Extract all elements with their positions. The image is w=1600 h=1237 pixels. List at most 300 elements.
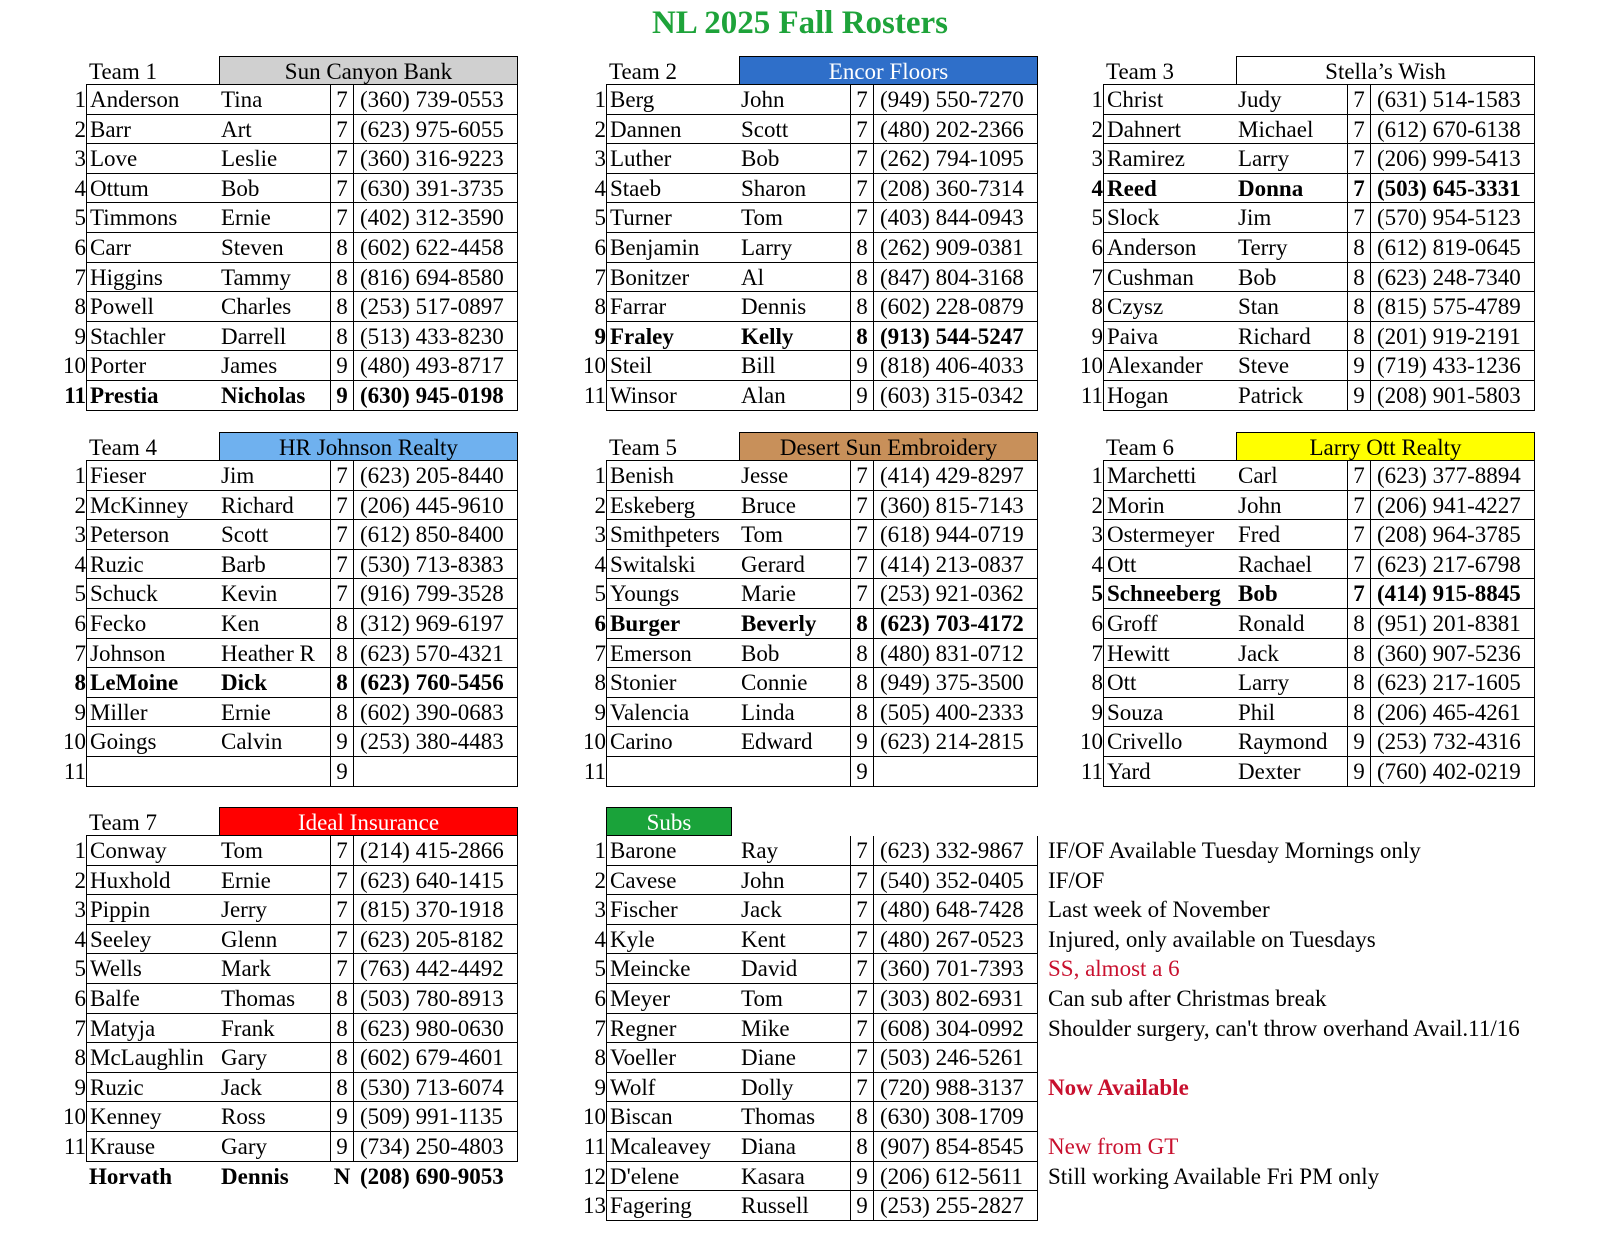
phone-number: (618) 944-0719 [874, 520, 1038, 550]
row-number: 2 [594, 116, 606, 142]
last-name: Carino [606, 727, 736, 757]
phone-number: (208) 360-7314 [874, 174, 1038, 204]
first-name: Diana [741, 1133, 796, 1159]
player-row [60, 727, 534, 757]
team-label: Team 3 [1103, 56, 1236, 85]
player-row [580, 925, 1580, 955]
phone-number: (214) 415-2866 [354, 836, 518, 866]
row-number: 5 [594, 205, 606, 231]
row-number: 3 [74, 522, 86, 548]
phone-number: (206) 941-4227 [1371, 491, 1535, 521]
first-name: Dick [221, 670, 267, 696]
grade: 7 [330, 954, 354, 984]
player-row [580, 550, 1054, 580]
last-name: Matyja [86, 1014, 216, 1044]
sub-note: Last week of November [1048, 897, 1270, 923]
row-number: 5 [74, 956, 86, 982]
last-name: Berg [606, 85, 736, 115]
last-name: Ott [1103, 550, 1233, 580]
phone-number: (360) 739-0553 [354, 85, 518, 115]
player-row [580, 698, 1054, 728]
first-name: Bob [741, 640, 780, 666]
grade: 9 [850, 381, 874, 411]
row-number: 8 [74, 294, 86, 320]
row-number: 7 [1091, 640, 1103, 666]
phone-number: (303) 802-6931 [874, 984, 1038, 1014]
last-name: Conway [86, 836, 216, 866]
last-name: Souza [1103, 698, 1233, 728]
phone-number: (360) 815-7143 [874, 491, 1038, 521]
row-number: 4 [594, 175, 606, 201]
last-name: Czysz [1103, 292, 1233, 322]
player-row [60, 1014, 534, 1044]
player-row [1077, 579, 1551, 609]
grade: 7 [330, 866, 354, 896]
first-name: Tom [741, 205, 783, 231]
player-row [580, 322, 1054, 352]
grade: 7 [1347, 203, 1371, 233]
first-name: Ray [741, 838, 779, 863]
last-name: Reed [1103, 174, 1233, 204]
player-row [60, 1073, 534, 1103]
player-row [60, 381, 534, 411]
player-row [60, 836, 534, 866]
last-name: Regner [606, 1014, 736, 1044]
first-name: Tom [221, 838, 263, 863]
phone-number: (402) 312-3590 [354, 203, 518, 233]
phone-number: (360) 907-5236 [1371, 639, 1535, 669]
phone-number: (201) 919-2191 [1371, 322, 1535, 352]
player-row [60, 1043, 534, 1073]
first-name: Fred [1238, 522, 1281, 548]
last-name: Turner [606, 203, 736, 233]
phone-number: (360) 701-7393 [874, 954, 1038, 984]
row-number: 2 [1091, 116, 1103, 142]
row-number: 8 [74, 1045, 86, 1071]
last-name: Benjamin [606, 233, 736, 263]
player-row [580, 757, 1054, 787]
first-name: James [221, 353, 278, 379]
phone-number: (907) 854-8545 [874, 1132, 1038, 1162]
first-name: John [741, 87, 785, 112]
grade: 7 [1347, 579, 1371, 609]
player-row [1077, 639, 1551, 669]
phone-number: (360) 316-9223 [354, 144, 518, 174]
first-name: Jack [741, 897, 782, 923]
last-name: LeMoine [86, 668, 216, 698]
phone-number: (403) 844-0943 [874, 203, 1038, 233]
row-number: 1 [74, 838, 86, 863]
grade: 7 [850, 461, 874, 491]
last-name: Hogan [1103, 381, 1233, 411]
first-name: Frank [221, 1015, 275, 1041]
first-name: Gary [221, 1133, 267, 1159]
first-name: Ross [221, 1104, 266, 1130]
last-name: Prestia [86, 381, 216, 411]
phone-number [354, 757, 518, 787]
row-number: 10 [1080, 353, 1103, 379]
phone-number: (847) 804-3168 [874, 263, 1038, 293]
player-row [1077, 609, 1551, 639]
row-number: 7 [1091, 264, 1103, 290]
team-label: Team 2 [606, 56, 739, 85]
phone-number: (612) 819-0645 [1371, 233, 1535, 263]
grade: 7 [850, 954, 874, 984]
row-number: 2 [74, 867, 86, 893]
row-number: 11 [583, 758, 606, 784]
player-row [580, 233, 1054, 263]
team-5-roster [580, 432, 1054, 787]
last-name: Schuck [86, 579, 216, 609]
last-name: Benish [606, 461, 736, 491]
grade: 8 [330, 233, 354, 263]
grade: 7 [850, 984, 874, 1014]
first-name: Bob [741, 146, 780, 172]
player-row [1077, 668, 1551, 698]
first-name: Bob [221, 175, 260, 201]
row-number: 2 [594, 867, 606, 893]
grade: 7 [330, 203, 354, 233]
row-divider [1103, 410, 1535, 411]
phone-number: (503) 645-3331 [1371, 174, 1535, 204]
player-row [1077, 203, 1551, 233]
phone-number: (623) 205-8182 [354, 925, 518, 955]
grade: 9 [850, 757, 874, 787]
row-number: 9 [594, 1074, 606, 1100]
phone-number: (312) 969-6197 [354, 609, 518, 639]
grade: 7 [850, 579, 874, 609]
last-name: Voeller [606, 1043, 736, 1073]
row-number: 6 [74, 234, 86, 260]
player-row [60, 144, 534, 174]
first-name: Connie [741, 670, 808, 696]
last-name: Fecko [86, 609, 216, 639]
phone-number: (603) 315-0342 [874, 381, 1038, 411]
row-number: 11 [64, 382, 86, 408]
phone-number: (530) 713-8383 [354, 550, 518, 580]
last-name: Ottum [86, 174, 216, 204]
player-row [1077, 174, 1551, 204]
grade: 7 [850, 895, 874, 925]
first-name: Bill [741, 353, 776, 379]
phone-number: (734) 250-4803 [354, 1132, 518, 1162]
row-number: 7 [74, 640, 86, 666]
phone-number: (414) 213-0837 [874, 550, 1038, 580]
phone-number: (949) 375-3500 [874, 668, 1038, 698]
last-name: Christ [1103, 85, 1233, 115]
first-name: Alan [741, 382, 786, 408]
player-row [60, 322, 534, 352]
player-row [60, 1102, 534, 1132]
row-number: 3 [594, 897, 606, 923]
grade: 7 [1347, 85, 1371, 115]
player-row [580, 520, 1054, 550]
last-name: Meyer [606, 984, 736, 1014]
phone-number: (253) 732-4316 [1371, 727, 1535, 757]
first-name: Tina [221, 87, 263, 112]
last-name: Hewitt [1103, 639, 1233, 669]
row-number: 12 [583, 1163, 606, 1189]
player-row [60, 668, 534, 698]
row-number: 9 [594, 699, 606, 725]
first-name: David [741, 956, 798, 982]
first-name: Beverly [741, 610, 817, 636]
grade: 9 [850, 351, 874, 381]
row-number: 6 [594, 234, 606, 260]
phone-number: (208) 964-3785 [1371, 520, 1535, 550]
first-name: Stan [1238, 294, 1279, 320]
first-name: Marie [741, 581, 796, 607]
phone-number: (414) 429-8297 [874, 461, 1038, 491]
player-row [1077, 263, 1551, 293]
first-name: Ernie [221, 699, 271, 725]
first-name: Jack [221, 1074, 262, 1100]
grade: 8 [1347, 668, 1371, 698]
first-name: Kasara [741, 1163, 805, 1189]
grade: 8 [1347, 639, 1371, 669]
row-number: 7 [74, 1015, 86, 1041]
last-name: Staeb [606, 174, 736, 204]
team-7-roster [60, 807, 534, 1191]
grade: 9 [330, 381, 354, 411]
row-number: 10 [1080, 729, 1103, 755]
first-name: Mike [741, 1015, 790, 1041]
last-name: Crivello [1103, 727, 1233, 757]
first-name: Scott [221, 522, 269, 548]
first-name: Larry [741, 234, 793, 260]
phone-number: (623) 377-8894 [1371, 461, 1535, 491]
grade: 9 [850, 1162, 874, 1192]
grade: 7 [850, 1073, 874, 1103]
last-name: Fieser [86, 461, 216, 491]
grade: 8 [850, 1132, 874, 1162]
sub-note: IF/OF [1048, 867, 1105, 893]
phone-number: (206) 999-5413 [1371, 144, 1535, 174]
grade: 7 [850, 520, 874, 550]
last-name: Goings [86, 727, 216, 757]
first-name: Steven [221, 234, 284, 260]
player-row [60, 639, 534, 669]
player-row [1077, 727, 1551, 757]
phone-number: (720) 988-3137 [874, 1073, 1038, 1103]
first-name: Glenn [221, 926, 278, 952]
grade: 7 [330, 579, 354, 609]
grade: 8 [330, 1073, 354, 1103]
row-number: 7 [594, 264, 606, 290]
last-name: Biscan [606, 1102, 736, 1132]
phone-number: (480) 648-7428 [874, 895, 1038, 925]
sub-note: New from GT [1048, 1133, 1179, 1159]
row-number: 6 [74, 610, 86, 636]
player-row [1077, 144, 1551, 174]
grade: 8 [330, 984, 354, 1014]
row-number: 1 [74, 463, 86, 488]
phone-number: (631) 514-1583 [1371, 85, 1535, 115]
first-name: Linda [741, 699, 795, 725]
last-name: Emerson [606, 639, 736, 669]
first-name: Kevin [221, 581, 278, 607]
last-name: Higgins [86, 263, 216, 293]
phone-number: (630) 945-0198 [354, 381, 518, 411]
last-name: Balfe [86, 984, 216, 1014]
row-number: 7 [594, 1015, 606, 1041]
player-row [580, 174, 1054, 204]
grade: 8 [330, 322, 354, 352]
first-name: Tom [741, 985, 783, 1011]
first-name: Thomas [221, 985, 296, 1011]
grade: 7 [330, 461, 354, 491]
team-label: Team 4 [86, 432, 219, 461]
extra-player-row [60, 1162, 534, 1192]
player-row [1077, 520, 1551, 550]
row-number: 5 [1091, 205, 1103, 231]
grade: 8 [850, 263, 874, 293]
phone-number: (602) 622-4458 [354, 233, 518, 263]
phone-number: (719) 433-1236 [1371, 351, 1535, 381]
phone-number: (623) 248-7340 [1371, 263, 1535, 293]
first-name: Dolly [741, 1074, 794, 1100]
first-name: Art [221, 116, 252, 142]
phone-number: (949) 550-7270 [874, 85, 1038, 115]
row-number: 2 [594, 492, 606, 518]
last-name: Wolf [606, 1073, 736, 1103]
row-number: 9 [1091, 323, 1103, 349]
player-row [580, 85, 1054, 115]
grade: 7 [850, 925, 874, 955]
last-name: Youngs [606, 579, 736, 609]
last-name: Morin [1103, 491, 1233, 521]
phone-number: (623) 205-8440 [354, 461, 518, 491]
grade: 7 [330, 115, 354, 145]
team-label: Team 7 [86, 807, 219, 836]
row-number: 7 [594, 640, 606, 666]
grade: 8 [850, 609, 874, 639]
grade: 8 [330, 698, 354, 728]
row-number: 11 [583, 382, 606, 408]
phone-number [874, 757, 1038, 787]
phone-number: (623) 640-1415 [354, 866, 518, 896]
player-row [580, 579, 1054, 609]
grade: 8 [1347, 322, 1371, 352]
last-name: Ruzic [86, 550, 216, 580]
team-1-roster [60, 56, 534, 411]
phone-number: (480) 202-2366 [874, 115, 1038, 145]
row-number: 1 [594, 838, 606, 863]
row-divider [606, 786, 1038, 787]
row-number: 4 [1091, 175, 1103, 201]
player-row [580, 1014, 1580, 1044]
last-name: Fagering [606, 1191, 736, 1221]
row-number: 4 [1091, 551, 1103, 577]
team-sponsor: Encor Floors [739, 56, 1038, 85]
player-row [60, 115, 534, 145]
row-number: 11 [1080, 382, 1103, 408]
first-name: Richard [1238, 323, 1311, 349]
row-number: 1 [1091, 463, 1103, 488]
last-name: Fraley [606, 322, 736, 352]
row-number: 6 [594, 610, 606, 636]
grade: 8 [850, 322, 874, 352]
team-label: Team 5 [606, 432, 739, 461]
phone-number: (570) 954-5123 [1371, 203, 1535, 233]
first-name: Darrell [221, 323, 287, 349]
player-row [580, 144, 1054, 174]
phone-number: (480) 831-0712 [874, 639, 1038, 669]
team-label: Team 1 [86, 56, 219, 85]
phone-number: (480) 493-8717 [354, 351, 518, 381]
player-row [60, 609, 534, 639]
phone-number: (505) 400-2333 [874, 698, 1038, 728]
first-name: Larry [1238, 670, 1290, 696]
player-row [1077, 550, 1551, 580]
extra-last-name: Horvath [89, 1163, 173, 1189]
row-number: 5 [594, 956, 606, 982]
phone-number: (602) 228-0879 [874, 292, 1038, 322]
grade: 8 [1347, 609, 1371, 639]
grade: 7 [1347, 520, 1371, 550]
phone-number: (480) 267-0523 [874, 925, 1038, 955]
player-row [60, 461, 534, 491]
first-name: Bruce [741, 492, 796, 518]
grade: 7 [1347, 115, 1371, 145]
player-row [1077, 698, 1551, 728]
row-number: 4 [74, 551, 86, 577]
grade: 7 [850, 144, 874, 174]
player-row [1077, 292, 1551, 322]
row-number: 8 [1091, 670, 1103, 696]
last-name: Marchetti [1103, 461, 1233, 491]
player-row [580, 639, 1054, 669]
last-name [86, 757, 216, 787]
phone-number: (602) 390-0683 [354, 698, 518, 728]
last-name: Cushman [1103, 263, 1233, 293]
grade: 7 [850, 174, 874, 204]
first-name: Jack [1238, 640, 1279, 666]
team-6-roster [1077, 432, 1551, 787]
player-row [580, 895, 1580, 925]
phone-number: (503) 246-5261 [874, 1043, 1038, 1073]
row-divider [606, 410, 1038, 411]
first-name: Tammy [221, 264, 291, 290]
phone-number: (513) 433-8230 [354, 322, 518, 352]
player-row [1077, 461, 1551, 491]
player-row [580, 984, 1580, 1014]
phone-number: (612) 850-8400 [354, 520, 518, 550]
row-number: 1 [74, 87, 86, 112]
last-name: Mcaleavey [606, 1132, 736, 1162]
grade: 7 [1347, 144, 1371, 174]
grade: 8 [1347, 263, 1371, 293]
phone-number: (623) 570-4321 [354, 639, 518, 669]
phone-number: (253) 921-0362 [874, 579, 1038, 609]
player-row [580, 351, 1054, 381]
row-number: 9 [74, 1074, 86, 1100]
grade: 7 [330, 174, 354, 204]
grade: 7 [1347, 491, 1371, 521]
phone-number: (262) 909-0381 [874, 233, 1038, 263]
row-divider [606, 1220, 1038, 1221]
grade: 8 [850, 639, 874, 669]
player-row [580, 263, 1054, 293]
team-sponsor: Ideal Insurance [219, 807, 518, 836]
first-name: Sharon [741, 175, 807, 201]
grade: 8 [330, 292, 354, 322]
last-name: Wells [86, 954, 216, 984]
phone-number: (951) 201-8381 [1371, 609, 1535, 639]
row-number: 8 [1091, 294, 1103, 320]
row-number: 9 [74, 323, 86, 349]
phone-number: (612) 670-6138 [1371, 115, 1535, 145]
